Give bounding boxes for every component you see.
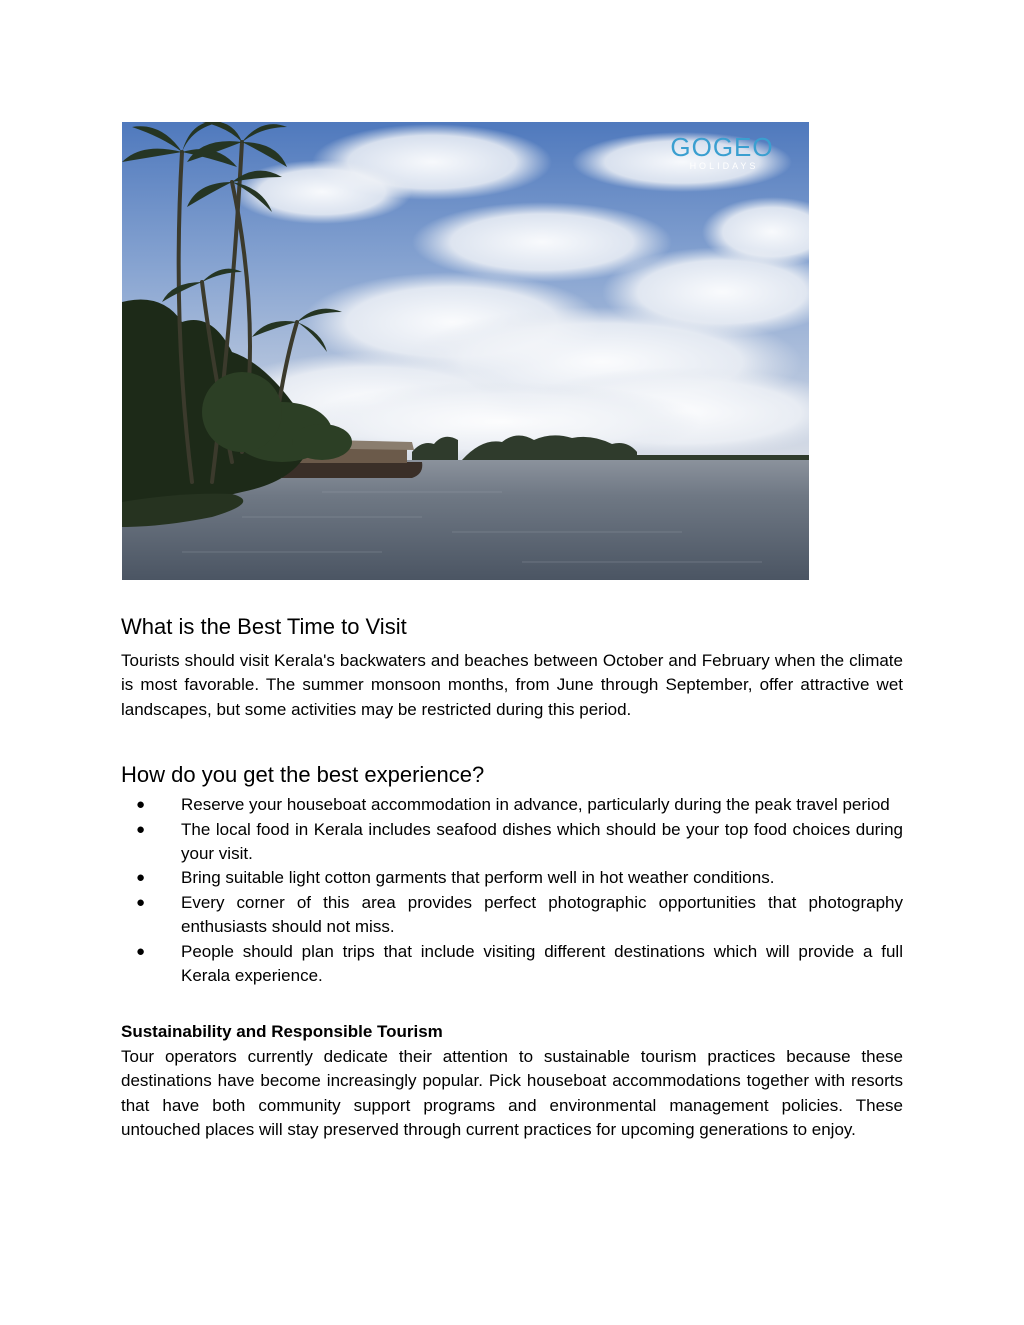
best-time-paragraph: Tourists should visit Kerala's backwaters and beaches between October and February when the climate is most favorable. The summer monsoon months, from June through September, offer attractive wet landscapes, but some activities may be restricted during this period. — [121, 651, 903, 719]
article-content — [121, 612, 903, 1143]
bullet-icon: ● — [136, 869, 146, 887]
list-item: ● Reserve your houseboat accommodation in advance, particularly during the peak travel period — [121, 793, 903, 817]
bullet-icon: ● — [136, 942, 146, 960]
sustainability-paragraph: Tour operators currently dedicate their attention to sustainable tourism practices because these destinations have become increasingly popular. Pick houseboat accommodations together with resorts that have both community support programs and environmental management policies. These untouched places will stay preserved through current practices for upcoming generations to enjoy. — [121, 1046, 903, 1140]
svg-text:GOGEO: GOGEO — [670, 132, 774, 162]
bullet-icon: ● — [136, 893, 146, 911]
experience-list — [121, 793, 903, 988]
svg-text:HOLIDAYS: HOLIDAYS — [689, 161, 759, 171]
list-item: ● Every corner of this area provides perfect photographic opportunities that photography enthusiasts should not miss. — [136, 892, 903, 937]
sustainability-heading: Sustainability and Responsible Tourism — [121, 1022, 443, 1042]
experience-heading: How do you get the best experience? — [121, 762, 485, 788]
kerala-backwaters-photo — [122, 122, 809, 580]
list-item: ● Bring suitable light cotton garments that perform well in hot weather conditions. — [121, 866, 903, 890]
best-time-heading: What is the Best Time to Visit — [121, 614, 407, 639]
bullet-icon: ● — [136, 796, 146, 814]
list-item: ● People should plan trips that include visiting different destinations which will provide a full Kerala experience. — [136, 941, 903, 986]
bullet-icon: ● — [136, 820, 146, 838]
list-item: ● The local food in Kerala includes seafood dishes which should be your top food choices during your visit. — [136, 819, 903, 864]
